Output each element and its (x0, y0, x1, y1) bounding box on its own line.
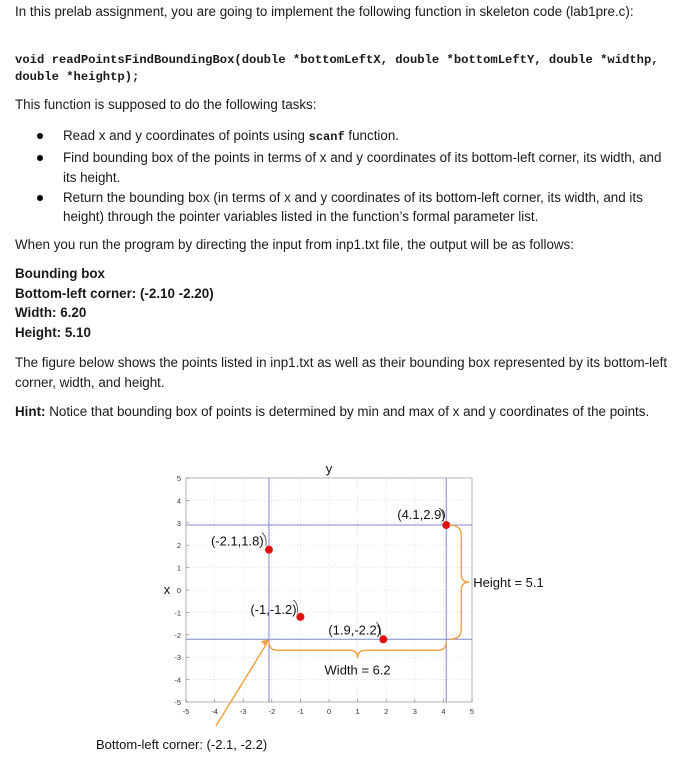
corner-annotation: Bottom-left corner: (-2.1, -2.2) (96, 737, 268, 752)
x-axis-label: x (163, 582, 171, 597)
intro-paragraph: In this prelab assignment, you are going to implement the following function in skeleton code (lab1pre.c): (15, 4, 634, 19)
y-tick-label: -5 (174, 698, 181, 707)
output-line: Width: 6.20 (15, 305, 87, 320)
x-tick-label: 4 (441, 707, 446, 716)
run-paragraph: When you run the program by directing the input from inp1.txt file, the output will be as follows: (15, 237, 574, 252)
y-tick-label: -3 (174, 653, 181, 663)
corner-arrowhead-icon (261, 639, 269, 646)
figure-paragraph: The figure below shows the points listed in inp1.txt as well as their bounding box represented by its bottom-left corner, width, and height. (15, 355, 668, 390)
x-tick-label: 1 (355, 707, 360, 716)
x-tick-label: -4 (211, 707, 218, 716)
height-brace (449, 525, 469, 639)
x-tick-label: 3 (412, 707, 417, 716)
y-tick-label: 2 (176, 541, 181, 551)
data-point (296, 613, 304, 621)
output-line: Height: 5.10 (15, 324, 91, 340)
point-label: (4.1,2.9) (397, 507, 446, 523)
point-label: (-2.1,1.8) (210, 533, 264, 549)
task-item: Find bounding box of the points in terms of x and y coordinates of its bottom-left corner, its width, and its height. (15, 148, 675, 187)
x-tick-label: 0 (326, 707, 332, 716)
height-annotation: Height = 5.1 (473, 575, 544, 591)
data-point (265, 546, 273, 554)
y-axis-label: y (325, 461, 333, 476)
data-point (442, 521, 450, 529)
function-signature: void readPointsFindBoundingBox(double *bottomLeftX, double *bottomLeftY, double *widthp, double *heightp); (15, 53, 659, 84)
output-line: Bounding box (15, 266, 105, 281)
task-item: Return the bounding box (in terms of x and y coordinates of its bottom-left corner, its width, and its height) through the pointer variables listed in the function’s formal parameter list. (15, 188, 675, 227)
width-annotation: Width = 6.2 (324, 662, 391, 678)
y-tick-label: 4 (176, 496, 181, 506)
y-tick-label: 5 (176, 474, 181, 483)
task-item: Read x and y coordinates of points using scanf function. (15, 126, 675, 148)
hint-label: Hint: (15, 404, 46, 419)
tasks-intro: This function is supposed to do the following tasks: (15, 97, 317, 112)
output-line: Bottom-left corner: (-2.10 -2.20) (15, 285, 214, 301)
y-tick-label: 1 (176, 563, 181, 573)
point-label: (-1,-1.2) (250, 601, 297, 617)
x-tick-label: -2 (268, 707, 276, 716)
point-label: (1.9,-2.2) (328, 622, 382, 638)
hint-paragraph: Hint: Notice that bounding box of points is determined by min and max of x and y coordinates of the points. (15, 404, 650, 419)
x-tick-label: 5 (469, 707, 475, 716)
x-tick-label: -5 (182, 707, 190, 716)
x-tick-label: -1 (297, 707, 304, 716)
x-tick-label: 2 (384, 707, 389, 716)
y-tick-label: -2 (174, 630, 181, 640)
y-tick-label: -4 (174, 675, 181, 685)
y-tick-label: 0 (176, 586, 181, 595)
y-tick-label: -1 (174, 608, 181, 618)
x-tick-label: -3 (239, 707, 247, 716)
scanf-code: scanf (308, 130, 345, 144)
y-tick-label: 3 (176, 518, 181, 528)
